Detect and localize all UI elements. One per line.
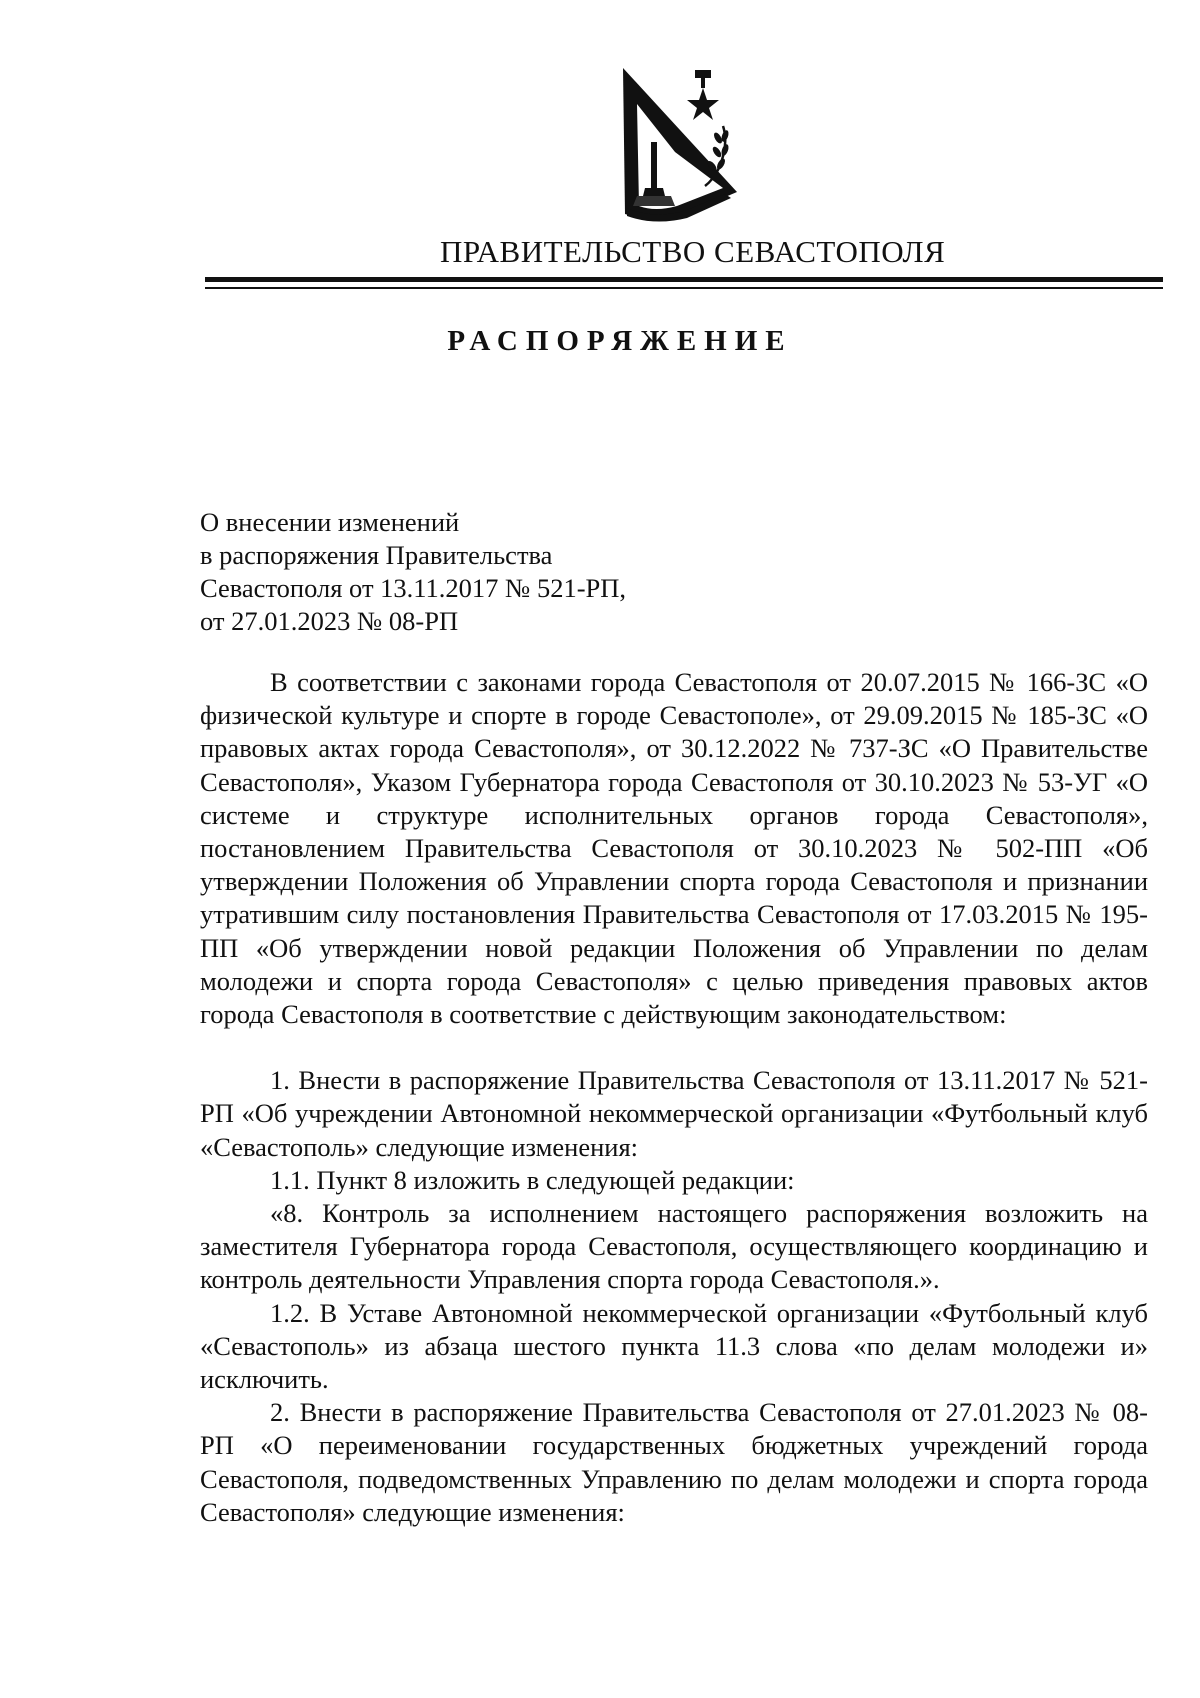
clause-1-2: 1.2. В Уставе Автономной некоммерческой организации «Футбольный клуб «Севастополь» из абзаца шестого пункта 11.3 слова «по делам молодежи и» исключить. [200,1297,1148,1395]
clause-1-1: 1.1. Пункт 8 изложить в следующей редакции: [270,1164,795,1195]
header-divider-thin [205,287,1163,289]
subject-line: Севастополя от 13.11.2017 № 521-РП, [200,573,627,603]
clause-2: 2. Внести в распоряжение Правительства Севастополя от 27.01.2023 № 08-РП «О переименовании государственных бюджетных учреждений города Севастополя, подведомственных Управлению по делам молодежи и спорта города Севастополя» следующие изменения: [200,1397,1148,1527]
preamble-paragraph: В соответствии с законами города Севастополя от 20.07.2015 № 166-ЗС «О физической культуре и спорте в городе Севастополе», от 29.09.2015 № 185-ЗС «О правовых актах города Севастополя», от 30.12.2022 № 737-ЗС «О Правительстве Севастополя», Указом Губернатора города Севастополя от 30.10.2023 № 53-УГ «О системе и структуре исполнительных органов города Севастополя», постановлением Правительства Севастополя от 30.10.2023 № 502-ПП «Об утверждении Положения об Управлении спорта города Севастополя и признании утратившим силу постановления Правительства Севастополя от 17.03.2015 № 195-ПП «Об утверждении новой редакции Положения об Управлении по делам молодежи и спорта города Севастополя» с целью приведения правовых актов города Севастополя в соответствие с действующим законодательством: [200,667,1148,1030]
subject-line: от 27.01.2023 № 08-РП [200,606,459,636]
subject-line: О внесении изменений [200,507,460,537]
header-divider-thick [205,277,1163,282]
document-type-heading: РАСПОРЯЖЕНИЕ [447,325,793,357]
sevastopol-coat-of-arms-icon [615,64,747,224]
document-subject [200,506,626,638]
subject-line: в распоряжения Правительства [200,540,553,570]
clause-1-1-text: «8. Контроль за исполнением настоящего распоряжения возложить на заместителя Губернатора города Севастополя, осуществляющего координацию и контроль деятельности Управления спорта города Севастополя.». [200,1198,1148,1295]
clause-1: 1. Внести в распоряжение Правительства Севастополя от 13.11.2017 № 521-РП «Об учреждении Автономной некоммерческой организации «Футбольный клуб «Севастополь» следующие изменения: [200,1065,1148,1162]
document-body [200,666,1148,1529]
organization-title: ПРАВИТЕЛЬСТВО СЕВАСТОПОЛЯ [440,234,946,269]
